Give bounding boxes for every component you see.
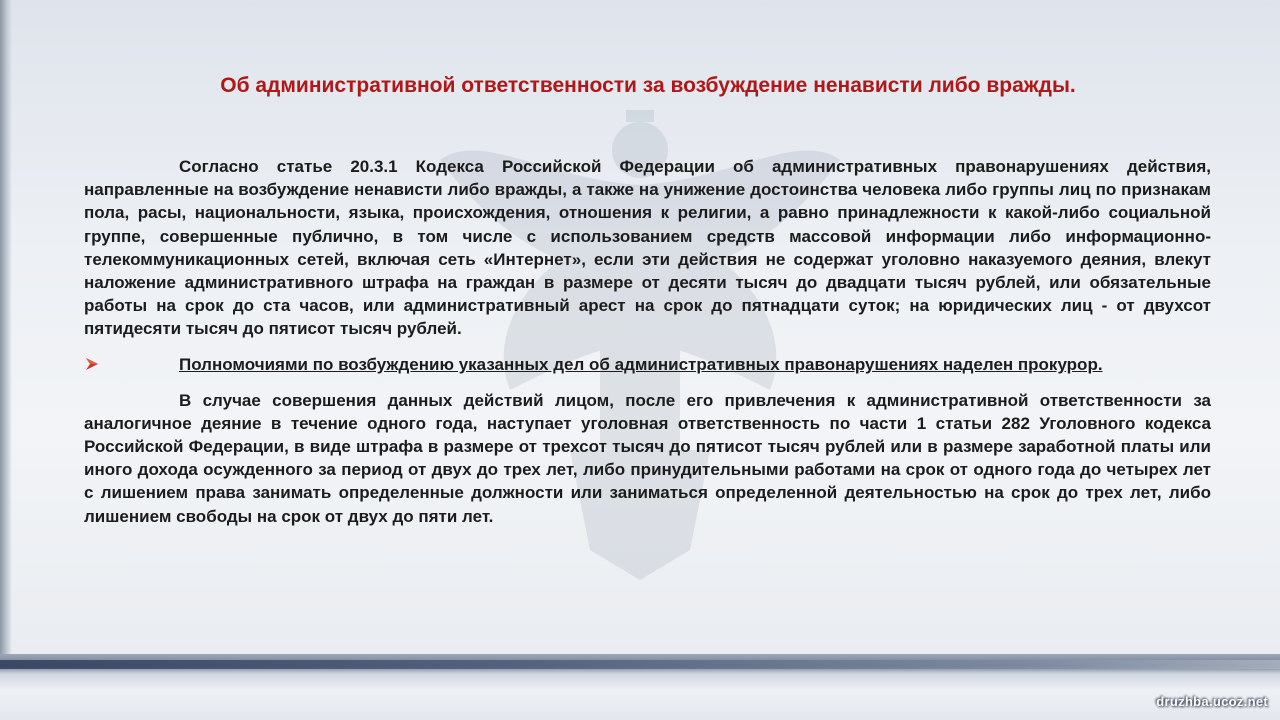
slide-title: Об административной ответственности за возбуждение ненависти либо вражды.: [220, 74, 1076, 97]
arrow-bullet-icon: [84, 356, 100, 372]
bullet-item: [84, 353, 1211, 377]
left-frame-border: [0, 0, 12, 720]
bottom-stripe: [0, 660, 1280, 669]
paragraph-article-20-3-1: Согласно статье 20.3.1 Кодекса Российской Федерации об административных правонарушениях действия, направленные на возбуждение ненависти либо вражды, а также на унижение достоинства человека либо группы лиц по признакам пола, расы, национальности, языка, происхождения, отношения к религии, а равно принадлежности к какой-либо социальной группе, совершенные публично, в том числе с использованием средств массовой информации либо информационно-телекоммуникационных сетей, включая сеть «Интернет», если эти действия не содержат уголовно наказуемого деяния, влекут наложение административного штрафа на граждан в размере от десяти тысяч до двадцати тысяч рублей, или обязательные работы на срок до ста часов, или административный арест на срок до пятнадцати суток; на юридических лиц - от двухсот пятидесяти тысяч до пятисот тысяч рублей.: [84, 157, 1211, 339]
bullet-text-prosecutor: Полномочиями по возбуждению указанных дел об административных правонарушениях наделен прокурор.: [179, 354, 1103, 374]
site-watermark: druzhba.ucoz.net: [1156, 694, 1268, 709]
slide-content: [84, 155, 1211, 528]
paragraph-article-282: В случае совершения данных действий лицом, после его привлечения к административной ответственности за аналогичное деяние в течение одного года, наступает уголовная ответственность по части 1 статьи 282 Уголовного кодекса Российской Федерации, в виде штрафа в размере от трехсот тысяч до пятисот тысяч рублей или в размере заработной платы или иного дохода осужденного за период от двух до трех лет, либо принудительными работами на срок от одного года до четырех лет с лишением права занимать определенные должности или заниматься определенной деятельностью на срок до трех лет, либо лишением свободы на срок от двух до пяти лет.: [84, 390, 1211, 526]
